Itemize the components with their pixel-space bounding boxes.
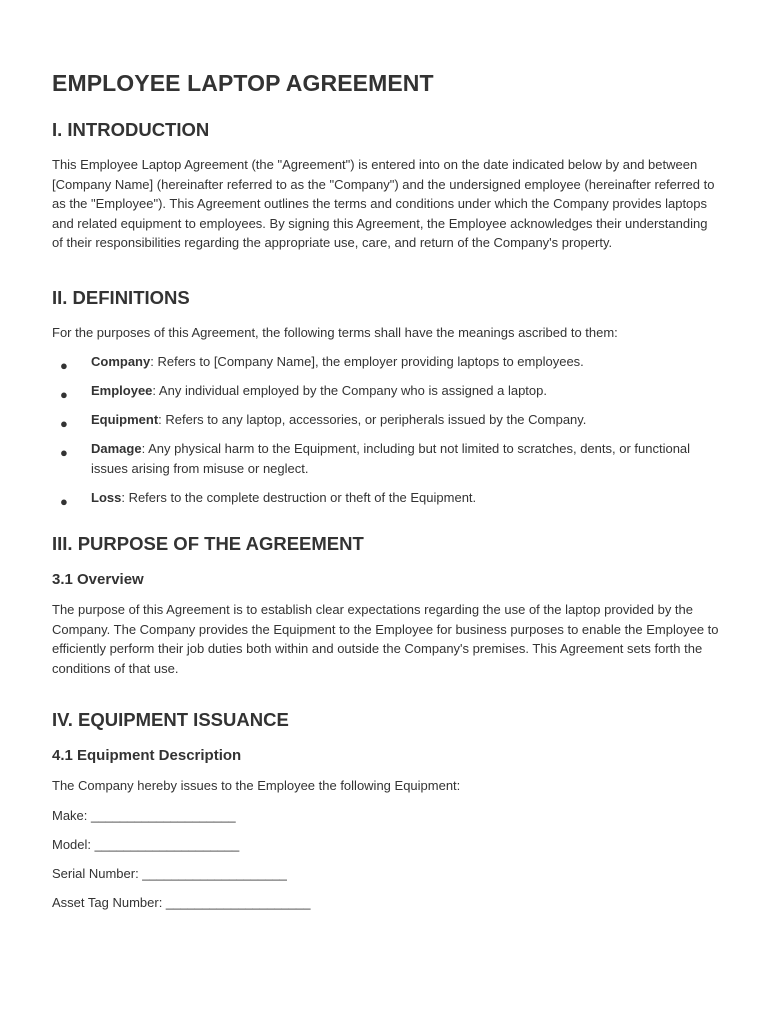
definition-text: : Refers to the complete destruction or theft of the Equipment. [121,489,477,505]
introduction-paragraph: This Employee Laptop Agreement (the "Agreement") is entered into on the date indicated below by and between [Company Name] (hereinafter referred to as the "Company") and the undersigned employee (hereinafter referred to as the "Employee"). This Agreement outlines the terms and conditions under which the Company provides laptops and related equipment to employees. By signing this Agreement, the Employee acknowledges their understanding of their responsibilities regarding the appropriate use, care, and return of the Company's property. [52,157,715,250]
field-model: Model: ____________________ [52,836,240,852]
definitions-list [52,352,720,507]
bullet-icon: ● [60,445,68,460]
definition-text: : Any physical harm to the Equipment, including but not limited to scratches, dents, or functional issues arising from misuse or neglect. [91,441,691,476]
list-item [52,352,720,372]
purpose-paragraph: The purpose of this Agreement is to establish clear expectations regarding the use of the laptop provided by the Company. The Company provides the Equipment to the Employee for business purposes to enable the Employee to efficiently perform their job duties both within and outside the Company's premises. This Agreement sets forth the conditions of that use. [52,602,719,676]
section-heading-equipment-issuance: IV. EQUIPMENT ISSUANCE [52,709,289,730]
list-item [52,439,720,478]
definition-text: : Any individual employed by the Company who is assigned a laptop. [152,383,547,398]
subsection-heading-overview: 3.1 Overview [52,571,144,588]
definition-term: Loss [91,489,122,505]
issuance-intro: The Company hereby issues to the Employee the following Equipment: [52,778,461,793]
definition-term: Equipment [91,412,159,427]
definitions-intro: For the purposes of this Agreement, the following terms shall have the meanings ascribed to them: [52,324,618,340]
field-make: Make: ____________________ [52,807,236,823]
definition-term: Damage [91,441,142,456]
definition-text: : Refers to any laptop, accessories, or peripherals issued by the Company. [158,412,587,427]
list-item [52,488,720,508]
bullet-icon: ● [60,358,68,373]
field-serial-number: Serial Number: ____________________ [52,865,287,881]
subsection-heading-equipment-description: 4.1 Equipment Description [52,747,242,764]
field-asset-tag-number: Asset Tag Number: ____________________ [52,894,311,910]
section-heading-purpose: III. PURPOSE OF THE AGREEMENT [52,533,364,554]
list-item [52,381,720,401]
bullet-icon: ● [60,416,68,431]
definition-term: Company [91,354,151,369]
definition-term: Employee [91,383,153,398]
document-title: EMPLOYEE LAPTOP AGREEMENT [52,70,434,96]
bullet-icon: ● [60,387,68,402]
list-item [52,410,720,430]
definition-text: : Refers to [Company Name], the employer providing laptops to employees. [150,354,584,369]
section-heading-definitions: II. DEFINITIONS [52,286,190,308]
bullet-icon: ● [60,493,68,509]
section-heading-introduction: I. INTRODUCTION [52,119,210,140]
document-body [52,70,720,922]
